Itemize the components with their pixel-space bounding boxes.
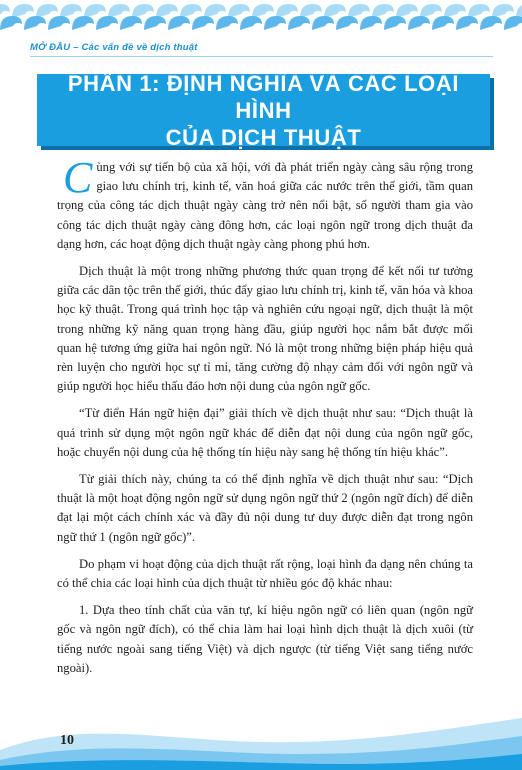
paragraph-3: “Từ điển Hán ngữ hiện đại” giải thích về dịch thuật như sau: “Dịch thuật là quá trình sử dụng một ngôn ngữ khác để diễn đạt nội dung của ngôn ngữ gốc, hoặc chuyển nội dung của hệ thống tín hiệu này sang hệ thống tín hiệu khác”. [57,406,473,459]
chapter-title-line-2: CỦA DỊCH THUẬT [165,124,362,150]
paragraph-2: Dịch thuật là một trong những phương thức quan trọng để kết nối tư tưởng giữa các dân tộc trên thế giới, thúc đẩy giao lưu chính trị, kinh tế, văn hóa và khoa học kỹ thuật. Trong quá trình học tập và nghiên cứu ngoại ngữ, dịch thuật là một trong những kỹ năng quan trọng hàng đầu, giúp người học nắm bắt được mối quan hệ tương ứng giữa hai ngôn ngữ. Nó là một trong những biện pháp hiệu quả rèn luyện cho người học sự tỉ mỉ, tăng cường độ nhạy cảm đối với ngôn ngữ và giúp người học hiểu thấu đáo hơn nội dung của ngôn ngữ gốc. [57,264,473,394]
running-header: MỞ ĐẦU – Các vấn đề về dịch thuật [30,42,198,53]
page-number: 10 [60,733,74,748]
chapter-title-box [37,70,490,150]
paragraph-1-text: ùng với sự tiến bộ của xã hội, với đà phát triển ngày càng sâu rộng trong giao lưu chính trị, kinh tế, văn hoá giữa các nước trên thế giới, tầm quan trọng của công tác dịch thuật ngày càng trở nên nổi bật, số người tham gia vào công tác dịch thuật ngày càng đông hơn, các loại ngôn ngữ trong dịch thuật đa dạng hơn, các hoạt động dịch thuật ngày càng phong phú hơn. [57,160,473,251]
paragraph-1 [57,153,473,254]
chapter-title-line-1: PHẦN 1: ĐỊNH NGHĨA VÀ CÁC LOẠI HÌNH [67,70,460,123]
bottom-wave-decoration [0,710,522,770]
paragraph-6: 1. Dựa theo tính chất của văn tự, kí hiệu ngôn ngữ có liên quan (ngôn ngữ gốc và ngôn ngữ đích), có thể chia làm hai loại hình dịch thuật là dịch xuôi (từ tiếng nước ngoài sang tiếng Việt) và dịch ngược (từ tiếng Việt sang tiếng nước ngoài). [57,603,473,675]
header-divider [30,56,493,57]
top-wave-decoration [0,0,522,36]
drop-cap: C [63,153,93,202]
paragraph-4: Từ giải thích này, chúng ta có thể định nghĩa về dịch thuật như sau: “Dịch thuật là một hoạt động ngôn ngữ sử dụng ngôn ngữ thứ 2 (ngôn ngữ đích) để diễn đạt lại một cách chính xác và đầy đủ nội dung tư duy được diễn đạt trong ngôn ngữ thứ 1 (ngôn ngữ gốc)”. [57,472,473,544]
body-text [57,153,473,686]
paragraph-5: Do phạm vi hoạt động của dịch thuật rất rộng, loại hình đa dạng nên chúng ta có thể chia các loại hình của dịch thuật từ nhiều góc độ khác nhau: [57,556,473,591]
